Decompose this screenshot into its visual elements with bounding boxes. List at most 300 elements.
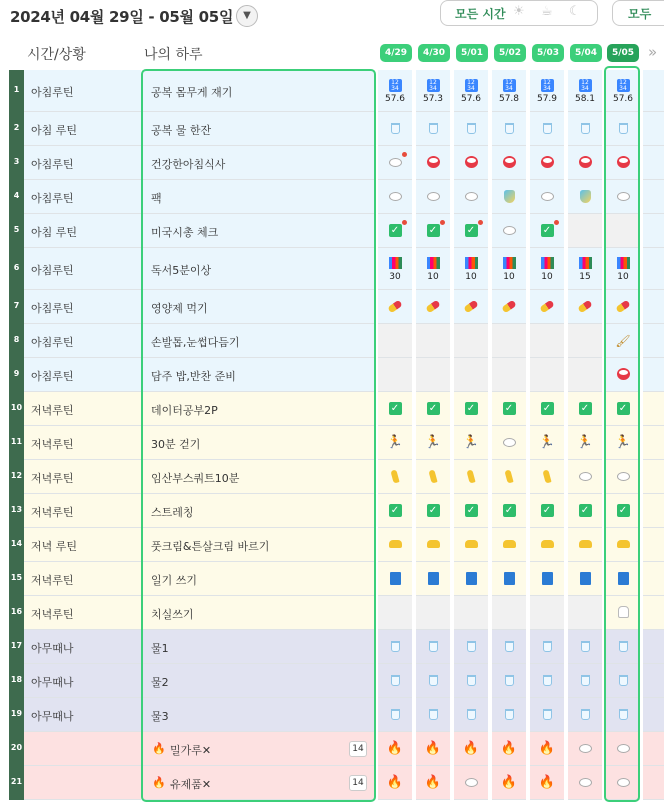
time-status-cell[interactable] xyxy=(24,698,141,732)
date-column-5-05[interactable]: 5/05 xyxy=(607,44,639,62)
next-day-cell[interactable] xyxy=(643,180,664,214)
day-cell[interactable] xyxy=(378,664,412,698)
next-day-cell[interactable] xyxy=(643,460,664,494)
next-day-cell[interactable] xyxy=(643,562,664,596)
day-cell[interactable] xyxy=(454,70,488,112)
next-day-cell[interactable] xyxy=(643,70,664,112)
row-number xyxy=(9,290,24,324)
day-cell[interactable] xyxy=(530,664,564,698)
day-cell[interactable] xyxy=(606,392,640,426)
fire-icon: 🔥 xyxy=(538,740,556,756)
cream-icon xyxy=(530,537,564,553)
day-cell[interactable] xyxy=(606,248,640,290)
day-cell[interactable] xyxy=(492,324,526,358)
water-cup-icon xyxy=(530,121,564,137)
next-day-cell[interactable] xyxy=(643,290,664,324)
day-cell[interactable] xyxy=(568,630,602,664)
sun-icon[interactable]: ☀ xyxy=(513,4,525,19)
time-status-cell[interactable] xyxy=(24,766,141,800)
task-cell[interactable] xyxy=(142,290,375,324)
task-cell[interactable] xyxy=(142,766,375,800)
day-cell[interactable] xyxy=(530,596,564,630)
number-pad-icon: 12 34 xyxy=(606,78,640,94)
task-label: 물1 xyxy=(151,641,169,655)
day-cell[interactable] xyxy=(606,494,640,528)
diary-icon xyxy=(378,571,412,587)
day-cell[interactable] xyxy=(416,358,450,392)
habit-row xyxy=(0,426,664,460)
day-cell[interactable] xyxy=(568,596,602,630)
diary-icon xyxy=(416,571,450,587)
day-cell[interactable] xyxy=(416,70,450,112)
day-cell[interactable] xyxy=(454,180,488,214)
day-cell[interactable] xyxy=(606,460,640,494)
checkbox-icon: ✓ xyxy=(378,401,412,417)
day-cell[interactable] xyxy=(492,392,526,426)
diary-icon xyxy=(568,571,602,587)
day-cell[interactable] xyxy=(568,562,602,596)
time-status-cell[interactable] xyxy=(24,732,141,766)
day-cell[interactable] xyxy=(492,664,526,698)
day-cell[interactable] xyxy=(568,324,602,358)
habit-row xyxy=(0,358,664,392)
day-cell[interactable] xyxy=(416,630,450,664)
day-cell[interactable] xyxy=(530,358,564,392)
day-cell[interactable] xyxy=(606,214,640,248)
day-cell[interactable] xyxy=(530,630,564,664)
row-number-label: 8 xyxy=(13,335,20,344)
time-status-label: 아무때나 xyxy=(31,675,74,689)
day-cell[interactable] xyxy=(530,562,564,596)
water-cup-icon xyxy=(606,707,640,723)
time-status-label: 저녁루틴 xyxy=(31,437,74,451)
day-cell[interactable] xyxy=(378,528,412,562)
day-cell[interactable] xyxy=(568,528,602,562)
day-cell[interactable] xyxy=(378,596,412,630)
day-cell[interactable] xyxy=(492,180,526,214)
task-label: 유제품✕ xyxy=(170,777,212,791)
speech-bubble-icon xyxy=(606,469,640,485)
next-day-cell[interactable] xyxy=(643,528,664,562)
date-column-5-03[interactable]: 5/03 xyxy=(532,44,564,62)
day-cell[interactable] xyxy=(492,248,526,290)
checkbox-icon: ✓ xyxy=(454,503,488,519)
day-cell[interactable] xyxy=(378,290,412,324)
row-number xyxy=(9,528,24,562)
books-icon xyxy=(378,256,412,272)
day-cell[interactable] xyxy=(568,392,602,426)
day-cell[interactable] xyxy=(492,630,526,664)
day-cell[interactable] xyxy=(416,732,450,766)
day-cell[interactable] xyxy=(378,392,412,426)
row-number xyxy=(9,460,24,494)
task-label: 영양제 먹기 xyxy=(151,301,208,315)
fire-icon: 🔥 xyxy=(424,740,442,756)
day-cell[interactable] xyxy=(416,146,450,180)
task-cell[interactable] xyxy=(142,146,375,180)
day-cell[interactable] xyxy=(568,70,602,112)
water-cup-icon xyxy=(378,121,412,137)
date-column-5-01[interactable]: 5/01 xyxy=(456,44,488,62)
day-cell[interactable] xyxy=(606,112,640,146)
coffee-cup-icon[interactable]: ☕ xyxy=(541,4,553,19)
time-status-cell[interactable] xyxy=(24,562,141,596)
day-cell[interactable] xyxy=(606,562,640,596)
day-cell[interactable] xyxy=(378,460,412,494)
day-cell[interactable] xyxy=(530,698,564,732)
day-cell[interactable] xyxy=(530,180,564,214)
speech-bubble-icon xyxy=(568,741,602,757)
next-day-cell[interactable] xyxy=(643,596,664,630)
time-status-cell[interactable] xyxy=(24,528,141,562)
day-cell[interactable] xyxy=(606,324,640,358)
day-cell[interactable] xyxy=(416,426,450,460)
day-cell[interactable] xyxy=(568,248,602,290)
memo-dot-icon xyxy=(402,220,407,225)
day-cell[interactable] xyxy=(454,426,488,460)
number-pad-icon: 12 34 xyxy=(492,78,526,94)
diary-icon xyxy=(606,571,640,587)
task-cell[interactable] xyxy=(142,732,375,766)
all-filter-button[interactable] xyxy=(612,0,664,26)
day-cell[interactable] xyxy=(606,698,640,732)
cell-value: 10 xyxy=(503,271,515,282)
day-cell[interactable] xyxy=(606,596,640,630)
day-cell[interactable] xyxy=(606,528,640,562)
task-cell[interactable] xyxy=(142,494,375,528)
task-cell[interactable] xyxy=(142,426,375,460)
time-status-cell[interactable] xyxy=(24,214,141,248)
time-status-cell[interactable] xyxy=(24,664,141,698)
day-cell[interactable] xyxy=(568,494,602,528)
row-number xyxy=(9,698,24,732)
water-cup-icon xyxy=(416,673,450,689)
time-status-cell[interactable] xyxy=(24,460,141,494)
day-cell[interactable] xyxy=(530,766,564,800)
double-chevron-right-icon[interactable]: » xyxy=(648,43,658,61)
day-cell[interactable] xyxy=(416,324,450,358)
day-cell[interactable] xyxy=(454,562,488,596)
time-status-cell[interactable] xyxy=(24,324,141,358)
next-day-cell[interactable] xyxy=(643,248,664,290)
task-cell[interactable] xyxy=(142,392,375,426)
day-cell[interactable] xyxy=(378,248,412,290)
fire-icon: 🔥 xyxy=(152,741,166,755)
day-cell[interactable] xyxy=(606,732,640,766)
pill-icon xyxy=(530,299,564,315)
habit-row xyxy=(0,214,664,248)
next-day-cell[interactable] xyxy=(643,324,664,358)
task-cell[interactable] xyxy=(142,664,375,698)
day-cell[interactable] xyxy=(530,248,564,290)
day-cell[interactable] xyxy=(492,290,526,324)
task-label: 공복 몸무게 재기 xyxy=(151,85,233,99)
day-cell[interactable] xyxy=(530,146,564,180)
habit-row xyxy=(0,766,664,800)
day-cell[interactable] xyxy=(378,146,412,180)
time-status-cell[interactable] xyxy=(24,290,141,324)
day-cell[interactable] xyxy=(530,324,564,358)
speech-bubble-icon xyxy=(568,469,602,485)
speech-bubble-icon xyxy=(606,741,640,757)
day-cell[interactable] xyxy=(454,214,488,248)
day-cell[interactable] xyxy=(568,426,602,460)
date-column-5-04[interactable]: 5/04 xyxy=(570,44,602,62)
speech-bubble-icon xyxy=(378,155,412,171)
day-cell[interactable] xyxy=(568,214,602,248)
day-cell[interactable] xyxy=(492,112,526,146)
task-cell[interactable] xyxy=(142,248,375,290)
day-cell[interactable] xyxy=(454,494,488,528)
day-cell[interactable] xyxy=(492,766,526,800)
day-cell[interactable] xyxy=(530,494,564,528)
time-status-label: 아침루틴 xyxy=(31,191,74,205)
day-cell[interactable] xyxy=(378,112,412,146)
next-day-cell[interactable] xyxy=(643,358,664,392)
runner-icon: 🏃 xyxy=(386,434,404,450)
task-cell[interactable] xyxy=(142,460,375,494)
cell-value: 57.9 xyxy=(536,93,558,104)
time-status-cell[interactable] xyxy=(24,358,141,392)
next-day-cell[interactable] xyxy=(643,766,664,800)
day-cell[interactable] xyxy=(378,70,412,112)
day-cell[interactable] xyxy=(492,460,526,494)
day-cell[interactable] xyxy=(606,70,640,112)
day-cell[interactable] xyxy=(568,112,602,146)
day-cell[interactable] xyxy=(416,248,450,290)
task-cell[interactable] xyxy=(142,214,375,248)
day-cell[interactable] xyxy=(530,214,564,248)
day-cell[interactable] xyxy=(378,324,412,358)
task-cell[interactable] xyxy=(142,180,375,214)
day-cell[interactable] xyxy=(378,766,412,800)
day-cell[interactable] xyxy=(492,562,526,596)
next-day-cell[interactable] xyxy=(643,732,664,766)
time-status-cell[interactable] xyxy=(24,494,141,528)
task-cell[interactable] xyxy=(142,358,375,392)
habit-row xyxy=(0,596,664,630)
day-cell[interactable] xyxy=(378,494,412,528)
day-cell[interactable] xyxy=(416,664,450,698)
time-status-cell[interactable] xyxy=(24,70,141,112)
day-cell[interactable] xyxy=(454,290,488,324)
checkbox-icon: ✓ xyxy=(378,223,412,239)
day-cell[interactable] xyxy=(606,146,640,180)
day-cell[interactable] xyxy=(378,180,412,214)
day-cell[interactable] xyxy=(454,596,488,630)
day-cell[interactable] xyxy=(416,766,450,800)
next-day-cell[interactable] xyxy=(643,146,664,180)
day-cell[interactable] xyxy=(378,562,412,596)
date-column-4-29[interactable]: 4/29 xyxy=(380,44,412,62)
day-cell[interactable] xyxy=(492,358,526,392)
date-column-4-30[interactable]: 4/30 xyxy=(418,44,450,62)
day-cell[interactable] xyxy=(606,630,640,664)
date-column-5-02[interactable]: 5/02 xyxy=(494,44,526,62)
day-cell[interactable] xyxy=(454,324,488,358)
day-cell[interactable] xyxy=(454,460,488,494)
time-filter-button[interactable] xyxy=(440,0,598,26)
day-cell[interactable] xyxy=(568,290,602,324)
day-cell[interactable] xyxy=(454,698,488,732)
next-day-cell[interactable] xyxy=(643,112,664,146)
task-cell[interactable] xyxy=(142,562,375,596)
next-day-cell[interactable] xyxy=(643,630,664,664)
checkbox-icon: ✓ xyxy=(416,503,450,519)
day-cell[interactable] xyxy=(454,146,488,180)
day-cell[interactable] xyxy=(530,528,564,562)
day-cell[interactable] xyxy=(416,460,450,494)
day-cell[interactable] xyxy=(492,528,526,562)
time-status-cell[interactable] xyxy=(24,426,141,460)
next-day-cell[interactable] xyxy=(643,214,664,248)
cell-value: 10 xyxy=(541,271,553,282)
day-cell[interactable] xyxy=(568,766,602,800)
task-cell[interactable] xyxy=(142,112,375,146)
day-cell[interactable] xyxy=(530,426,564,460)
day-cell[interactable] xyxy=(568,146,602,180)
task-cell[interactable] xyxy=(142,324,375,358)
row-number-label: 4 xyxy=(13,191,20,200)
day-cell[interactable] xyxy=(416,596,450,630)
task-cell[interactable] xyxy=(142,528,375,562)
cream-icon xyxy=(416,537,450,553)
day-cell[interactable] xyxy=(530,290,564,324)
task-label: 팩 xyxy=(151,191,162,205)
time-status-cell[interactable] xyxy=(24,112,141,146)
day-cell[interactable] xyxy=(416,562,450,596)
day-cell[interactable] xyxy=(454,630,488,664)
day-cell[interactable] xyxy=(378,732,412,766)
speech-bubble-icon xyxy=(416,189,450,205)
chevron-down-icon[interactable]: ▼ xyxy=(236,5,258,27)
task-label: 데이터공부2P xyxy=(151,403,218,417)
day-cell[interactable] xyxy=(454,732,488,766)
time-status-cell[interactable] xyxy=(24,146,141,180)
day-cell[interactable] xyxy=(378,358,412,392)
task-label: 미국시총 체크 xyxy=(151,225,219,239)
day-cell[interactable] xyxy=(492,214,526,248)
memo-dot-icon xyxy=(402,152,407,157)
speech-bubble-icon xyxy=(606,189,640,205)
task-label: 치실쓰기 xyxy=(151,607,194,621)
rice-bowl-icon xyxy=(454,155,488,171)
day-cell[interactable] xyxy=(606,426,640,460)
day-cell[interactable] xyxy=(568,698,602,732)
day-cell[interactable] xyxy=(378,426,412,460)
day-cell[interactable] xyxy=(530,392,564,426)
day-cell[interactable] xyxy=(568,180,602,214)
day-cell[interactable] xyxy=(454,248,488,290)
day-cell[interactable] xyxy=(606,180,640,214)
day-cell[interactable] xyxy=(492,596,526,630)
day-cell[interactable] xyxy=(530,460,564,494)
face-mask-icon xyxy=(492,189,526,205)
day-cell[interactable] xyxy=(606,766,640,800)
day-cell[interactable] xyxy=(492,70,526,112)
next-day-cell[interactable] xyxy=(643,392,664,426)
day-cell[interactable] xyxy=(568,460,602,494)
task-label: 30분 걷기 xyxy=(151,437,201,451)
fire-icon: 🔥 xyxy=(152,775,166,789)
day-cell[interactable] xyxy=(530,732,564,766)
fire-icon: 🔥 xyxy=(500,740,518,756)
next-day-cell[interactable] xyxy=(643,426,664,460)
day-cell[interactable] xyxy=(568,358,602,392)
next-day-cell[interactable] xyxy=(643,698,664,732)
cream-icon xyxy=(492,537,526,553)
day-cell[interactable] xyxy=(378,630,412,664)
day-cell[interactable] xyxy=(530,112,564,146)
time-status-cell[interactable] xyxy=(24,392,141,426)
day-cell[interactable] xyxy=(568,732,602,766)
day-cell[interactable] xyxy=(454,766,488,800)
row-number-label: 15 xyxy=(10,573,23,582)
task-cell[interactable] xyxy=(142,70,375,112)
day-cell[interactable] xyxy=(492,494,526,528)
water-cup-icon xyxy=(416,121,450,137)
day-cell[interactable] xyxy=(454,112,488,146)
day-cell[interactable] xyxy=(454,664,488,698)
time-status-cell[interactable] xyxy=(24,180,141,214)
day-cell[interactable] xyxy=(416,214,450,248)
day-cell[interactable] xyxy=(416,112,450,146)
day-cell[interactable] xyxy=(454,392,488,426)
day-cell[interactable] xyxy=(606,290,640,324)
day-cell[interactable] xyxy=(416,528,450,562)
day-cell[interactable] xyxy=(568,664,602,698)
day-cell[interactable] xyxy=(606,664,640,698)
time-status-cell[interactable] xyxy=(24,248,141,290)
water-cup-icon xyxy=(492,639,526,655)
day-cell[interactable] xyxy=(416,392,450,426)
day-cell[interactable] xyxy=(492,426,526,460)
day-cell[interactable] xyxy=(530,70,564,112)
runner-icon: 🏃 xyxy=(462,434,480,450)
day-cell[interactable] xyxy=(378,214,412,248)
day-cell[interactable] xyxy=(606,358,640,392)
day-cell[interactable] xyxy=(492,698,526,732)
diary-icon xyxy=(530,571,564,587)
day-cell[interactable] xyxy=(492,732,526,766)
task-label: 건강한아침식사 xyxy=(151,157,226,171)
day-cell[interactable] xyxy=(492,146,526,180)
habit-row xyxy=(0,630,664,664)
task-cell[interactable] xyxy=(142,630,375,664)
day-cell[interactable] xyxy=(416,180,450,214)
next-day-cell[interactable] xyxy=(643,494,664,528)
day-cell[interactable] xyxy=(416,698,450,732)
time-status-label: 아침루틴 xyxy=(31,263,74,277)
day-cell[interactable] xyxy=(454,528,488,562)
day-cell[interactable] xyxy=(378,698,412,732)
checkbox-icon: ✓ xyxy=(416,223,450,239)
day-cell[interactable] xyxy=(416,494,450,528)
time-status-label: 아무때나 xyxy=(31,641,74,655)
time-status-cell[interactable] xyxy=(24,596,141,630)
moon-icon[interactable]: ☾ xyxy=(569,4,581,19)
time-status-cell[interactable] xyxy=(24,630,141,664)
task-cell[interactable] xyxy=(142,596,375,630)
rice-bowl-icon xyxy=(568,155,602,171)
books-icon xyxy=(606,256,640,272)
next-day-cell[interactable] xyxy=(643,664,664,698)
all-filter-label: 모두 xyxy=(628,7,652,21)
day-cell[interactable] xyxy=(454,358,488,392)
day-cell[interactable] xyxy=(416,290,450,324)
row-number-label: 10 xyxy=(10,403,23,412)
task-cell[interactable] xyxy=(142,698,375,732)
